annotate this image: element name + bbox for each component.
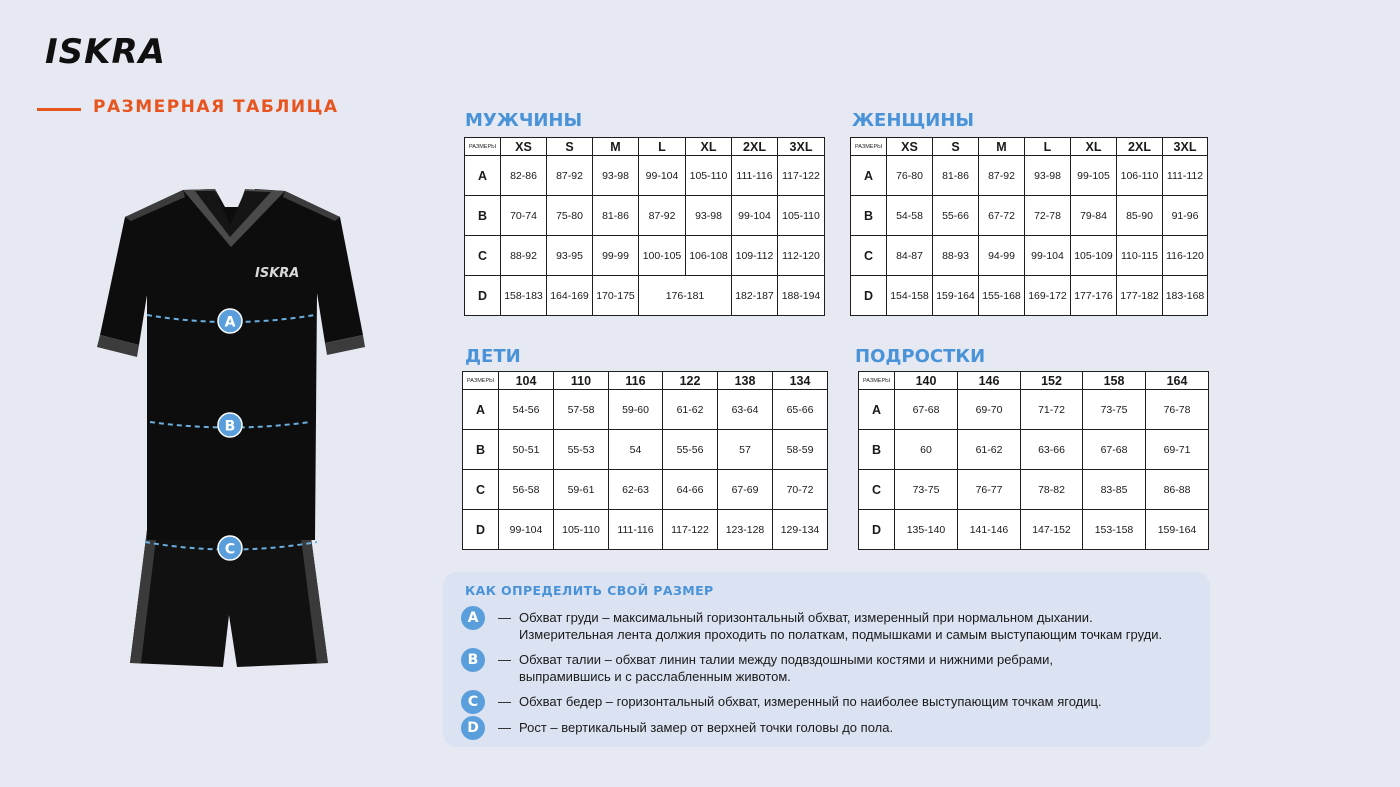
row-label: A — [465, 156, 501, 196]
table-cell: 164-169 — [547, 276, 593, 316]
table-cell: 110-115 — [1117, 236, 1163, 276]
guide-line: Обхват бедер – горизонтальный обхват, измеренный по наиболее выступающим точкам ягодиц. — [519, 694, 1102, 709]
teens-title: ПОДРОСТКИ — [855, 346, 986, 367]
table-cell: 105-110 — [778, 196, 825, 236]
guide-line: Рост – вертикальный замер от верхней точки головы до пола. — [519, 720, 894, 735]
table-cell: 75-80 — [547, 196, 593, 236]
teens-size-table — [858, 371, 1209, 550]
column-header: L — [639, 138, 686, 156]
table-cell: 62-63 — [609, 470, 663, 510]
table-cell: 63-66 — [1021, 430, 1083, 470]
table-cell: 59-60 — [609, 390, 663, 430]
table-cell: 70-72 — [773, 470, 828, 510]
row-label: C — [859, 470, 895, 510]
guide-text — [519, 651, 1209, 685]
column-header: M — [593, 138, 639, 156]
table-cell: 83-85 — [1083, 470, 1146, 510]
table-cell: 93-98 — [686, 196, 732, 236]
men-size-table — [464, 137, 825, 316]
table-cell: 100-105 — [639, 236, 686, 276]
kids-size-table — [462, 371, 828, 550]
corner-label: РАЗМЕРЫ — [463, 372, 499, 390]
column-header: 122 — [663, 372, 718, 390]
table-cell: 105-110 — [686, 156, 732, 196]
table-cell: 61-62 — [958, 430, 1021, 470]
table-cell: 67-69 — [718, 470, 773, 510]
column-header: 2XL — [1117, 138, 1163, 156]
table-cell: 63-64 — [718, 390, 773, 430]
table-cell: 135-140 — [895, 510, 958, 550]
table-cell: 147-152 — [1021, 510, 1083, 550]
table-cell: 129-134 — [773, 510, 828, 550]
column-header: L — [1025, 138, 1071, 156]
table-cell: 159-164 — [933, 276, 979, 316]
guide-line: Обхват талии – обхват линин талии между подвздошными костями и нижними ребрами, — [519, 652, 1054, 667]
table-cell: 99-104 — [1025, 236, 1071, 276]
table-cell: 79-84 — [1071, 196, 1117, 236]
table-cell: 54-58 — [887, 196, 933, 236]
table-cell: 91-96 — [1163, 196, 1208, 236]
chest-logo: ISKRA — [255, 266, 300, 281]
table-cell: 87-92 — [639, 196, 686, 236]
table-cell: 76-78 — [1146, 390, 1209, 430]
table-cell: 154-158 — [887, 276, 933, 316]
column-header: 3XL — [778, 138, 825, 156]
women-size-table — [850, 137, 1208, 316]
table-row — [463, 430, 828, 470]
table-cell: 57-58 — [554, 390, 609, 430]
table-row — [465, 276, 825, 316]
table-cell: 116-120 — [1163, 236, 1208, 276]
table-cell: 87-92 — [979, 156, 1025, 196]
column-header: 116 — [609, 372, 663, 390]
dash: — — [498, 610, 511, 625]
table-cell: 57 — [718, 430, 773, 470]
table-row — [465, 236, 825, 276]
table-cell: 182-187 — [732, 276, 778, 316]
table-cell: 72-78 — [1025, 196, 1071, 236]
dash: — — [498, 652, 511, 667]
table-cell: 78-82 — [1021, 470, 1083, 510]
guide-line: Измерительная лента должия проходить по полаткам, подмышками и самым выступающим точкам груди. — [519, 627, 1163, 642]
table-cell: 88-93 — [933, 236, 979, 276]
guide-text — [519, 719, 1209, 736]
table-row — [851, 156, 1208, 196]
table-row — [859, 390, 1209, 430]
table-cell: 105-109 — [1071, 236, 1117, 276]
corner-label: РАЗМЕРЫ — [859, 372, 895, 390]
table-cell: 59-61 — [554, 470, 609, 510]
column-header: 158 — [1083, 372, 1146, 390]
table-cell: 99-104 — [732, 196, 778, 236]
badge-c: C — [461, 690, 485, 714]
table-cell: 85-90 — [1117, 196, 1163, 236]
column-header: 104 — [499, 372, 554, 390]
guide-line: выпрамившись и с расслабленным животом. — [519, 669, 791, 684]
row-label: D — [851, 276, 887, 316]
guide-line: Обхват груди – максимальный горизонтальный обхват, измеренный при нормальном дыхании. — [519, 610, 1093, 625]
table-cell: 67-68 — [1083, 430, 1146, 470]
table-cell: 55-53 — [554, 430, 609, 470]
row-label: D — [463, 510, 499, 550]
table-cell: 65-66 — [773, 390, 828, 430]
table-cell: 76-80 — [887, 156, 933, 196]
table-cell: 158-183 — [501, 276, 547, 316]
column-header: M — [979, 138, 1025, 156]
table-cell: 99-104 — [639, 156, 686, 196]
table-cell: 56-58 — [499, 470, 554, 510]
table-cell: 111-116 — [732, 156, 778, 196]
row-label: C — [463, 470, 499, 510]
garment-illustration — [95, 185, 365, 680]
svg-text:C: C — [224, 541, 236, 558]
table-row — [463, 510, 828, 550]
page-title: РАЗМЕРНАЯ ТАБЛИЦА — [93, 97, 339, 117]
table-cell: 69-70 — [958, 390, 1021, 430]
table-cell: 50-51 — [499, 430, 554, 470]
column-header: 146 — [958, 372, 1021, 390]
table-cell: 111-112 — [1163, 156, 1208, 196]
badge-d: D — [461, 716, 485, 740]
table-cell: 112-120 — [778, 236, 825, 276]
table-cell: 60 — [895, 430, 958, 470]
table-row — [463, 390, 828, 430]
corner-label: РАЗМЕРЫ — [851, 138, 887, 156]
table-cell: 105-110 — [554, 510, 609, 550]
row-label: D — [465, 276, 501, 316]
table-cell: 170-175 — [593, 276, 639, 316]
row-label: D — [859, 510, 895, 550]
column-header: 2XL — [732, 138, 778, 156]
subtitle-accent-line — [37, 108, 81, 111]
column-header: 152 — [1021, 372, 1083, 390]
table-cell: 159-164 — [1146, 510, 1209, 550]
table-cell: 81-86 — [933, 156, 979, 196]
row-label: A — [859, 390, 895, 430]
table-cell: 67-72 — [979, 196, 1025, 236]
dash: — — [498, 694, 511, 709]
table-cell: 61-62 — [663, 390, 718, 430]
table-row — [463, 470, 828, 510]
table-row — [465, 196, 825, 236]
table-cell: 169-172 — [1025, 276, 1071, 316]
row-label: B — [859, 430, 895, 470]
table-cell: 93-98 — [593, 156, 639, 196]
table-cell: 73-75 — [895, 470, 958, 510]
size-guide-panel — [443, 572, 1210, 747]
table-cell: 82-86 — [501, 156, 547, 196]
column-header: S — [933, 138, 979, 156]
table-cell: 99-99 — [593, 236, 639, 276]
table-cell: 71-72 — [1021, 390, 1083, 430]
table-cell: 55-56 — [663, 430, 718, 470]
column-header: 164 — [1146, 372, 1209, 390]
table-row — [851, 236, 1208, 276]
table-cell: 99-105 — [1071, 156, 1117, 196]
table-row — [851, 196, 1208, 236]
table-cell: 106-108 — [686, 236, 732, 276]
table-cell: 81-86 — [593, 196, 639, 236]
column-header: XL — [686, 138, 732, 156]
badge-a: A — [461, 606, 485, 630]
table-row — [859, 470, 1209, 510]
brand-logo: ISKRA — [45, 32, 166, 72]
guide-text — [519, 693, 1209, 710]
column-header: XL — [1071, 138, 1117, 156]
table-cell: 177-176 — [1071, 276, 1117, 316]
table-cell: 69-71 — [1146, 430, 1209, 470]
svg-text:B: B — [224, 418, 236, 435]
table-cell: 93-98 — [1025, 156, 1071, 196]
table-cell: 64-66 — [663, 470, 718, 510]
table-cell: 76-77 — [958, 470, 1021, 510]
table-cell: 177-182 — [1117, 276, 1163, 316]
guide-title: КАК ОПРЕДЕЛИТЬ СВОЙ РАЗМЕР — [465, 583, 714, 598]
table-cell: 55-66 — [933, 196, 979, 236]
table-cell: 153-158 — [1083, 510, 1146, 550]
column-header: 140 — [895, 372, 958, 390]
table-cell: 94-99 — [979, 236, 1025, 276]
row-label: A — [463, 390, 499, 430]
kit-image — [95, 185, 365, 680]
column-header: 134 — [773, 372, 828, 390]
column-header: S — [547, 138, 593, 156]
dash: — — [498, 720, 511, 735]
table-cell: 141-146 — [958, 510, 1021, 550]
table-cell: 54 — [609, 430, 663, 470]
row-label: C — [465, 236, 501, 276]
table-cell: 117-122 — [778, 156, 825, 196]
table-cell: 54-56 — [499, 390, 554, 430]
guide-text — [519, 609, 1209, 643]
table-cell: 109-112 — [732, 236, 778, 276]
table-cell: 117-122 — [663, 510, 718, 550]
row-label: A — [851, 156, 887, 196]
table-cell: 73-75 — [1083, 390, 1146, 430]
table-row — [859, 430, 1209, 470]
table-cell: 84-87 — [887, 236, 933, 276]
kids-title: ДЕТИ — [465, 346, 521, 367]
row-label: B — [463, 430, 499, 470]
table-cell: 123-128 — [718, 510, 773, 550]
column-header: XS — [501, 138, 547, 156]
table-cell: 111-116 — [609, 510, 663, 550]
table-cell: 176-181 — [639, 276, 732, 316]
badge-b: B — [461, 648, 485, 672]
corner-label: РАЗМЕРЫ — [465, 138, 501, 156]
table-cell: 88-92 — [501, 236, 547, 276]
table-row — [851, 276, 1208, 316]
table-cell: 86-88 — [1146, 470, 1209, 510]
table-cell: 183-168 — [1163, 276, 1208, 316]
table-cell: 67-68 — [895, 390, 958, 430]
table-row — [465, 156, 825, 196]
women-title: ЖЕНЩИНЫ — [852, 110, 975, 131]
table-row — [859, 510, 1209, 550]
row-label: C — [851, 236, 887, 276]
column-header: 110 — [554, 372, 609, 390]
table-cell: 106-110 — [1117, 156, 1163, 196]
column-header: 3XL — [1163, 138, 1208, 156]
table-cell: 70-74 — [501, 196, 547, 236]
svg-text:A: A — [224, 314, 236, 331]
table-cell: 58-59 — [773, 430, 828, 470]
table-cell: 155-168 — [979, 276, 1025, 316]
men-title: МУЖЧИНЫ — [465, 110, 583, 131]
table-cell: 188-194 — [778, 276, 825, 316]
row-label: B — [851, 196, 887, 236]
column-header: XS — [887, 138, 933, 156]
table-cell: 93-95 — [547, 236, 593, 276]
row-label: B — [465, 196, 501, 236]
table-cell: 99-104 — [499, 510, 554, 550]
column-header: 138 — [718, 372, 773, 390]
table-cell: 87-92 — [547, 156, 593, 196]
